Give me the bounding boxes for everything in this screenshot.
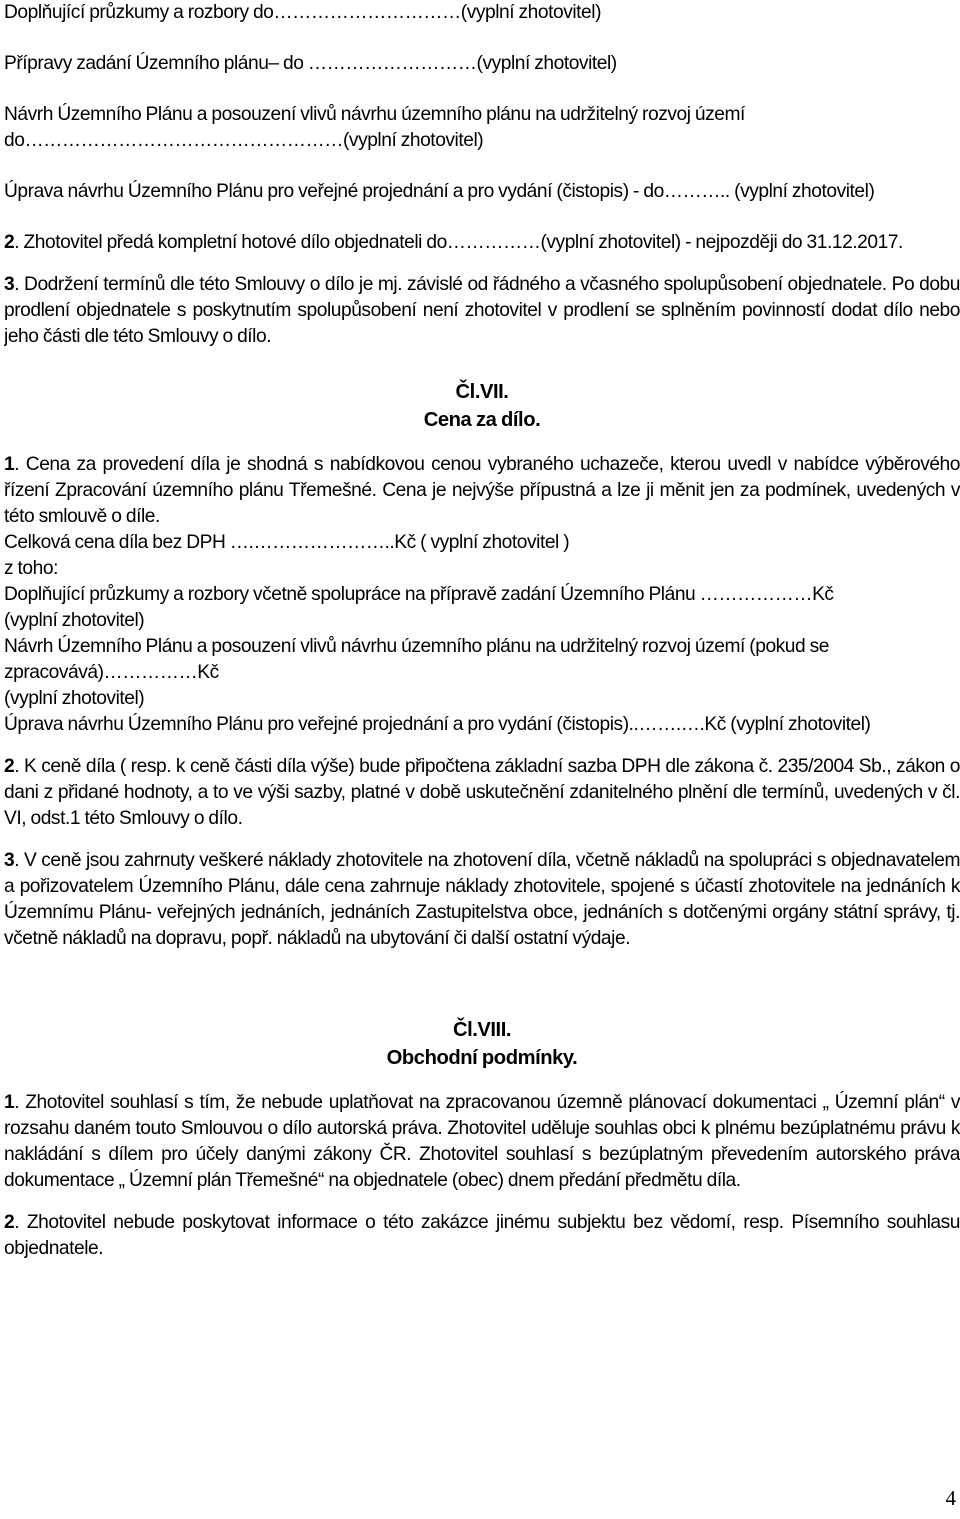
price-line: Doplňující průzkumy a rozbory včetně spolupráce na přípravě zadání Územního Plánu ………………Kč: [4, 584, 834, 605]
price-line: (vyplní zhotovitel): [4, 688, 145, 709]
paragraph-number: 2: [4, 232, 15, 253]
paragraph-number: 2: [4, 756, 15, 777]
article-title: Cena za dílo.: [423, 409, 541, 431]
page-number: 4: [945, 1486, 956, 1510]
paragraph: [4, 1090, 960, 1194]
paragraph-text: . Zhotovitel nebude poskytovat informace o této zakázce jinému subjektu bez vědomí, resp. Písemního souhlasu objednatele.: [4, 1212, 960, 1259]
article-number: Čl.VIII.: [452, 1019, 512, 1041]
paragraph-number: 2: [4, 1212, 15, 1233]
paragraph: [4, 754, 960, 832]
document-page: [4, 0, 960, 1519]
price-line: (vyplní zhotovitel): [4, 610, 145, 631]
article-number: Čl.VII.: [455, 381, 509, 403]
document-body: [4, 0, 960, 1262]
paragraph-text: . V ceně jsou zahrnuty veškeré náklady zhotovitele na zhotovení díla, včetně nákladů na spolupráci s objednavatelem a pořizovatelem Územního Plánu, dále cena zahrnuje náklady zhotovitele, spojené s účastí zhotovitele na jednáních k Územnímu Plánu- veřejných jednáních, jednáních Zastupitelstva obce, jednáních s dotčenými orgány státní správy, tj. včetně nákladů na dopravu, popř. nákladů na ubytování či další ostatní výdaje.: [4, 850, 960, 949]
price-line: z toho:: [4, 558, 58, 579]
paragraph-text: . K ceně díla ( resp. k ceně části díla výše) bude připočtena základní sazba DPH dle zákona č. 235/2004 Sb., zákon o dani z přidané hodnoty, a to ve výši sazby, platné v době uskutečnění zdanitelného plnění dle termínů, uvedených v čl. VI, odst.1 této Smlouvy o dílo.: [4, 756, 960, 829]
paragraph-number: 3: [4, 850, 15, 871]
price-line: Celková cena díla bez DPH ….…………………..Kč ( vyplní zhotovitel ): [4, 532, 570, 553]
text-line: Úprava návrhu Územního Plánu pro veřejné projednání a pro vydání (čistopis) - do……….. (vyplní zhotovitel): [4, 181, 875, 202]
paragraph-number: 1: [4, 1092, 15, 1113]
paragraph-text: . Cena za provedení díla je shodná s nabídkovou cenou vybraného uchazeče, kterou uvedl v nabídce výběrového řízení Zpracování územního plánu Třemešné. Cena je nejvýše přípustná a lze ji měnit jen za podmínek, uvedených v této smlouvě o díle.: [4, 454, 960, 527]
text-line: Přípravy zadání Územního plánu– do ………………………(vyplní zhotovitel): [4, 53, 617, 74]
paragraph-number: 3: [4, 274, 15, 295]
paragraph: [4, 1210, 960, 1262]
paragraph-text: . Zhotovitel předá kompletní hotové dílo objednateli do……………(vyplní zhotovitel) - nejpozději do 31.12.2017.: [14, 232, 903, 253]
text-line: Návrh Územního Plánu a posouzení vlivů návrhu územního plánu na udržitelný rozvoj území: [4, 104, 745, 125]
paragraph-text: . Zhotovitel souhlasí s tím, že nebude uplatňovat na zpracovanou územně plánovací dokumentaci „ Územní plán“ v rozsahu daném touto Smlouvou o dílo autorská práva. Zhotovitel uděluje souhlas obci k plnému bezúplatnému právu k nakládání s dílem pro účely danými zákony ČR. Zhotovitel souhlasí s bezúplatným převedením autorského práva dokumentace „ Územní plán Třemešné“ na objednatele (obec) dnem předání předmětu díla.: [4, 1092, 960, 1191]
paragraph: [4, 848, 960, 952]
article-title: Obchodní podmínky.: [386, 1047, 578, 1069]
paragraph-text: . Dodržení termínů dle této Smlouvy o dílo je mj. závislé od řádného a včasného spolupůsobení objednatele. Po dobu prodlení objednatele s poskytnutím spolupůsobení není zhotovitel v prodlení se splněním povinností dodat dílo nebo jeho části dle této Smlouvy o dílo.: [4, 274, 960, 347]
paragraph: [4, 452, 960, 530]
paragraph: [4, 272, 960, 350]
paragraph: [4, 230, 960, 256]
paragraph-number: 1: [4, 454, 15, 475]
price-line: Úprava návrhu Územního Plánu pro veřejné projednání a pro vydání (čistopis)..…….….Kč (vyplní zhotovitel): [4, 714, 871, 735]
text-line: do……………………………………………(vyplní zhotovitel): [4, 130, 484, 151]
price-line: Návrh Územního Plánu a posouzení vlivů návrhu územního plánu na udržitelný rozvoj území (pokud se zpracovává)……………Kč: [4, 636, 829, 683]
text-line: Doplňující průzkumy a rozbory do…………………………(vyplní zhotovitel): [4, 2, 602, 23]
